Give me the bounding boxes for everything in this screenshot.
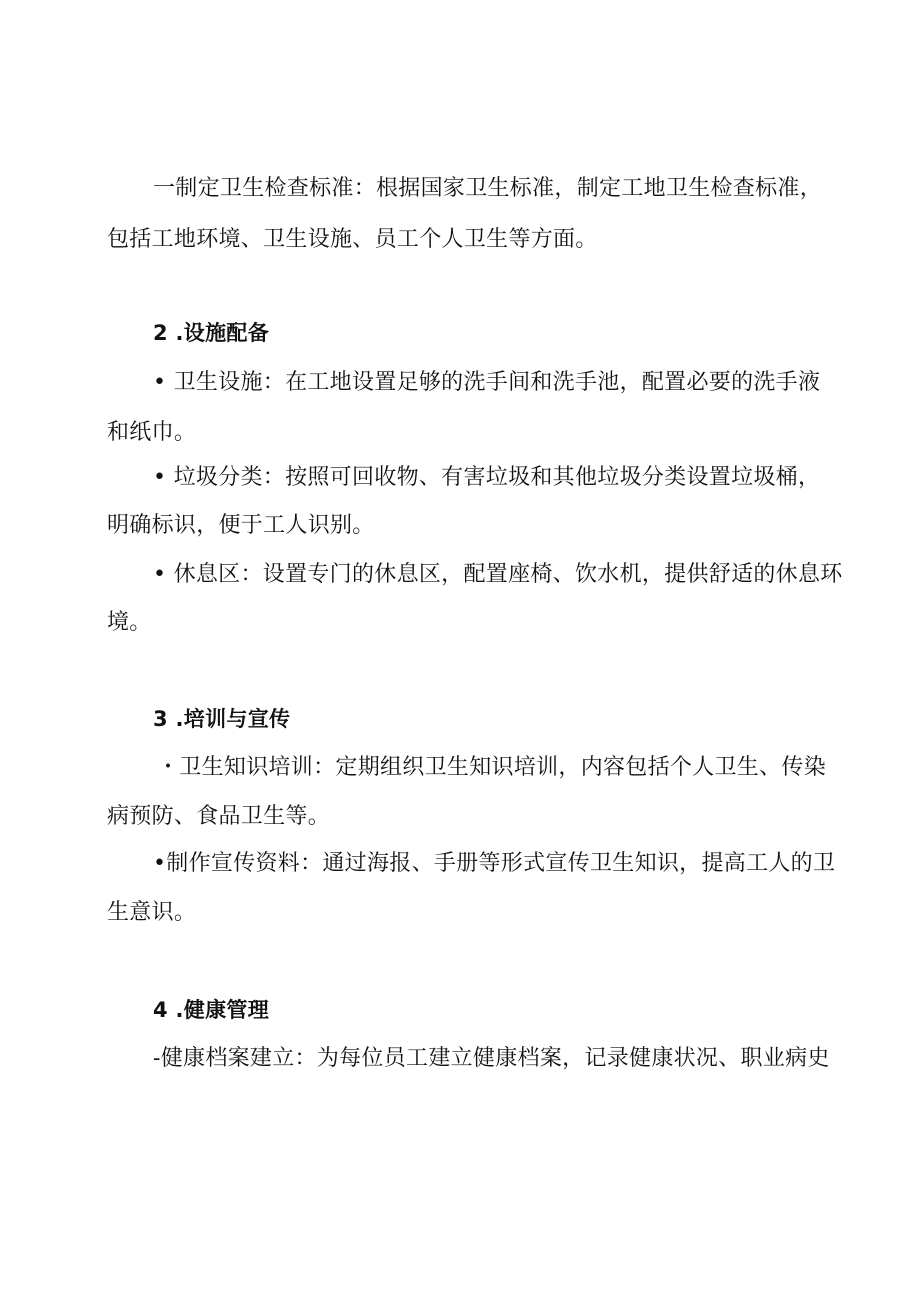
- list-item-training-line-2: 病预防、食品卫生等。: [107, 804, 331, 829]
- list-item-rest-area-line-2: 境。: [107, 610, 152, 635]
- list-item-garbage-line-1: • 垃圾分类：按照可回收物、有害垃圾和其他垃圾分类设置垃圾桶，: [153, 465, 821, 490]
- list-item-publicity-line-2: 生意识。: [107, 900, 197, 925]
- section-heading-training: 3 .培训与宣传: [153, 707, 291, 731]
- section-heading-facilities: 2 .设施配备: [153, 321, 269, 345]
- list-item-publicity-line-1: •制作宣传资料：通过海报、手册等形式宣传卫生知识，提高工人的卫: [153, 851, 836, 876]
- list-item-sanitation-line-2: 和纸巾。: [107, 420, 197, 445]
- section-heading-health: 4 .健康管理: [153, 998, 269, 1022]
- list-item-garbage-line-2: 明确标识，便于工人识别。: [107, 513, 375, 538]
- list-item-sanitation-line-1: • 卫生设施：在工地设置足够的洗手间和洗手池，配置必要的洗手液: [153, 370, 821, 395]
- list-item-training-line-1: ・卫生知识培训：定期组织卫生知识培训，内容包括个人卫生、传染: [157, 755, 827, 780]
- list-item-rest-area-line-1: • 休息区：设置专门的休息区，配置座椅、饮水机，提供舒适的休息环: [153, 562, 843, 587]
- intro-line-2: 包括工地环境、卫生设施、员工个人卫生等方面。: [107, 227, 598, 252]
- list-item-health-records-line-1: -健康档案建立：为每位员工建立健康档案，记录健康状况、职业病史: [153, 1046, 830, 1071]
- intro-line-1: 一制定卫生检查标准：根据国家卫生标准，制定工地卫生检查标准，: [153, 176, 823, 201]
